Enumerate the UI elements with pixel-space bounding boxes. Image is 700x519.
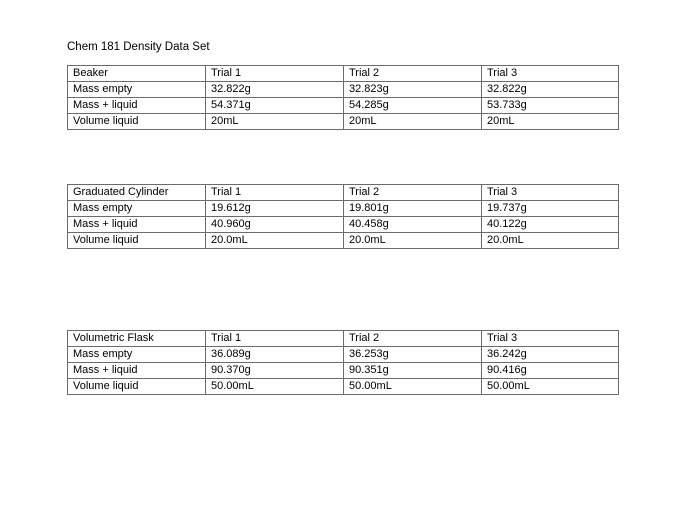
table-header-cell: Trial 3 bbox=[482, 331, 619, 347]
document-title: Chem 181 Density Data Set bbox=[67, 41, 210, 53]
table-header-cell: Volumetric Flask bbox=[68, 331, 206, 347]
table-cell: Mass empty bbox=[68, 347, 206, 363]
table-header-cell: Trial 2 bbox=[344, 331, 482, 347]
table-cell: 32.822g bbox=[482, 82, 619, 98]
table-header-cell: Trial 3 bbox=[482, 66, 619, 82]
table-cell: 90.370g bbox=[206, 363, 344, 379]
table-cell: 36.089g bbox=[206, 347, 344, 363]
beaker-table bbox=[67, 65, 619, 130]
table-header-cell: Trial 3 bbox=[482, 185, 619, 201]
table-cell: 50.00mL bbox=[344, 379, 482, 395]
table-cell: 50.00mL bbox=[482, 379, 619, 395]
table-cell: Volume liquid bbox=[68, 114, 206, 130]
table-cell: 50.00mL bbox=[206, 379, 344, 395]
graduated-cylinder-table bbox=[67, 184, 619, 249]
table-row bbox=[68, 217, 619, 233]
table-cell: 54.371g bbox=[206, 98, 344, 114]
table-row bbox=[68, 98, 619, 114]
table-cell: 32.823g bbox=[344, 82, 482, 98]
table-header-cell: Trial 1 bbox=[206, 331, 344, 347]
table-cell: 20.0mL bbox=[482, 233, 619, 249]
table-row bbox=[68, 379, 619, 395]
table-header-cell: Trial 1 bbox=[206, 66, 344, 82]
table-row bbox=[68, 82, 619, 98]
table-cell: 32.822g bbox=[206, 82, 344, 98]
table-header-row bbox=[68, 185, 619, 201]
table-cell: 54.285g bbox=[344, 98, 482, 114]
table-cell: 40.458g bbox=[344, 217, 482, 233]
table-cell: Mass + liquid bbox=[68, 217, 206, 233]
table-header-cell: Trial 2 bbox=[344, 185, 482, 201]
table-row bbox=[68, 114, 619, 130]
table-cell: 36.253g bbox=[344, 347, 482, 363]
table-row bbox=[68, 233, 619, 249]
table-cell: 19.801g bbox=[344, 201, 482, 217]
table-cell: 20.0mL bbox=[206, 233, 344, 249]
table-cell: 40.122g bbox=[482, 217, 619, 233]
table-header-cell: Trial 2 bbox=[344, 66, 482, 82]
table-cell: Mass empty bbox=[68, 82, 206, 98]
table-row bbox=[68, 201, 619, 217]
table-row bbox=[68, 363, 619, 379]
table-cell: 20mL bbox=[482, 114, 619, 130]
table-cell: 36.242g bbox=[482, 347, 619, 363]
table-header-row bbox=[68, 331, 619, 347]
table-cell: 20mL bbox=[206, 114, 344, 130]
table-cell: Mass + liquid bbox=[68, 98, 206, 114]
table-cell: Mass empty bbox=[68, 201, 206, 217]
table-header-row bbox=[68, 66, 619, 82]
table-cell: 53.733g bbox=[482, 98, 619, 114]
table-cell: 90.351g bbox=[344, 363, 482, 379]
volumetric-flask-table bbox=[67, 330, 619, 395]
table-cell: Mass + liquid bbox=[68, 363, 206, 379]
table-cell: 19.737g bbox=[482, 201, 619, 217]
table-cell: 90.416g bbox=[482, 363, 619, 379]
table-cell: 40.960g bbox=[206, 217, 344, 233]
table-row bbox=[68, 347, 619, 363]
table-header-cell: Trial 1 bbox=[206, 185, 344, 201]
table-cell: 19.612g bbox=[206, 201, 344, 217]
table-cell: Volume liquid bbox=[68, 379, 206, 395]
table-cell: Volume liquid bbox=[68, 233, 206, 249]
table-cell: 20mL bbox=[344, 114, 482, 130]
table-cell: 20.0mL bbox=[344, 233, 482, 249]
table-header-cell: Graduated Cylinder bbox=[68, 185, 206, 201]
table-header-cell: Beaker bbox=[68, 66, 206, 82]
